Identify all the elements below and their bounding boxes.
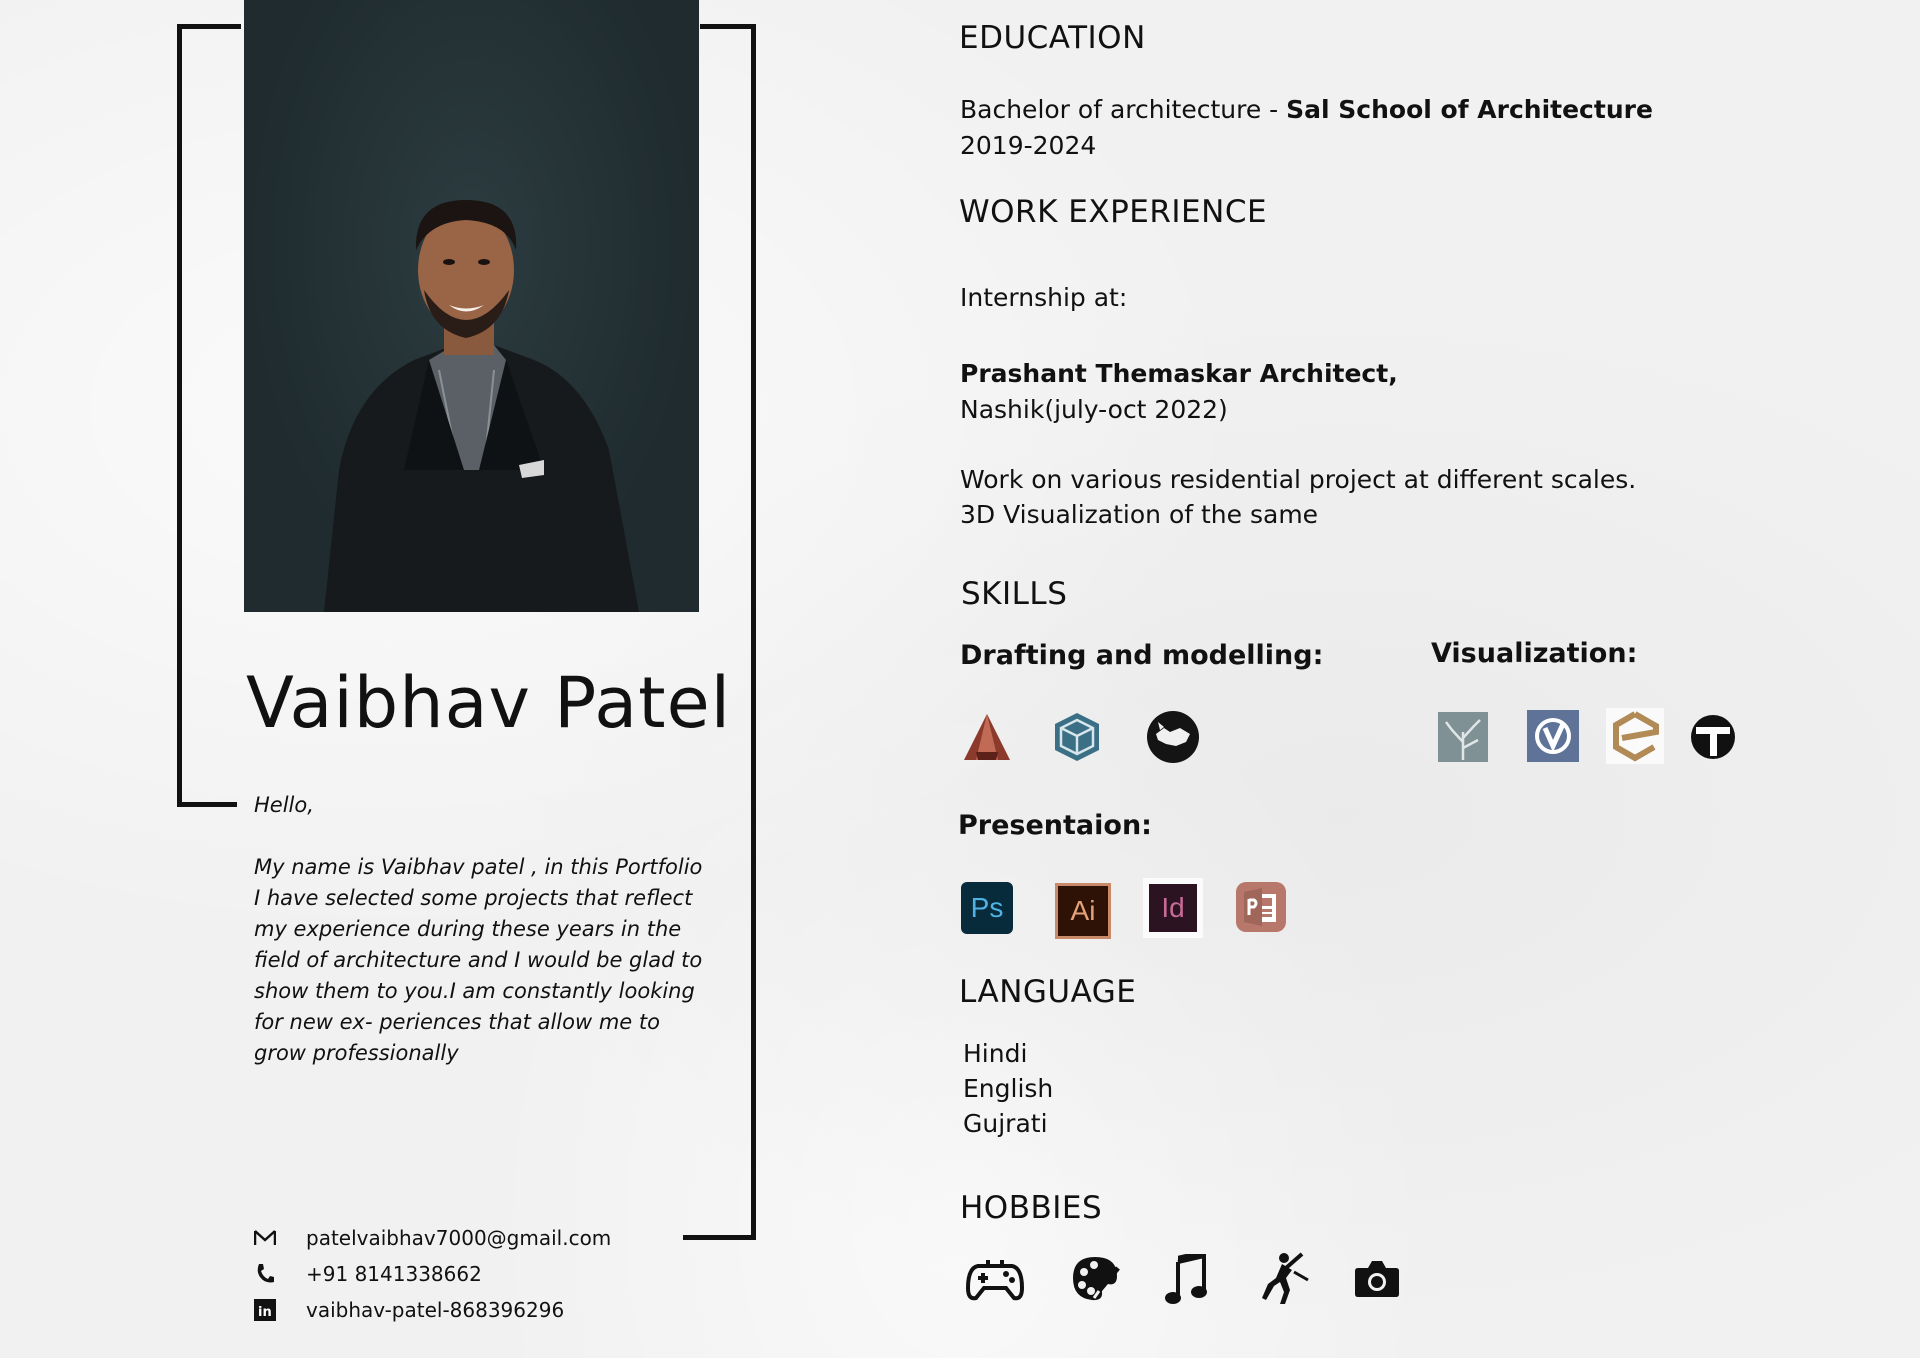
work-desc-1: Work on various residential project at different scales. xyxy=(960,465,1637,494)
work-heading: WORK EXPERIENCE xyxy=(959,194,1268,230)
frame-left-top xyxy=(177,24,241,29)
language-item: English xyxy=(963,1074,1054,1103)
work-location: Nashik(july-oct 2022) xyxy=(960,395,1228,424)
painting-palette-icon xyxy=(1070,1254,1120,1304)
vray-icon xyxy=(1527,710,1579,762)
contact-email xyxy=(254,1226,611,1250)
mail-icon xyxy=(254,1227,276,1249)
education-heading: EDUCATION xyxy=(959,20,1146,56)
greeting: Hello, xyxy=(254,793,314,817)
frame-right-top xyxy=(700,24,756,29)
visualization-label: Visualization: xyxy=(1431,638,1638,669)
bio-text: My name is Vaibhav patel , in this Portfolio I have selected some projects that reflect my experience during these years in the field of architecture and I would be glad to show them to you.I am constantly looking for new ex- periences that allow me to grow professionally xyxy=(254,855,703,1065)
profile-intro xyxy=(254,790,714,1069)
language-heading: LANGUAGE xyxy=(959,974,1137,1010)
linkedin-icon xyxy=(254,1299,276,1321)
work-desc-2: 3D Visualization of the same xyxy=(960,500,1319,529)
presentation-label: Presentaion: xyxy=(958,810,1152,841)
svg-text:in: in xyxy=(258,1305,272,1320)
degree-name: Bachelor of architecture - xyxy=(960,95,1287,124)
frame-left-bottom xyxy=(177,802,237,807)
school-name: Sal School of Architecture xyxy=(1286,95,1653,124)
education-degree xyxy=(960,92,1653,127)
frame-right-bottom xyxy=(683,1235,756,1240)
sketchup-icon xyxy=(1050,710,1104,764)
work-company: Prashant Themaskar Architect, xyxy=(960,359,1398,388)
enscape-icon xyxy=(1606,708,1664,764)
indesign-icon-frame xyxy=(1143,878,1203,938)
illustrator-icon: Ai xyxy=(1055,883,1111,939)
phone-icon xyxy=(254,1263,276,1285)
contact-phone xyxy=(254,1262,482,1286)
contact-linkedin xyxy=(254,1298,564,1322)
gamepad-icon xyxy=(966,1256,1024,1302)
frame-left-side xyxy=(177,24,182,807)
cricket-icon xyxy=(1254,1250,1310,1306)
frame-right-side xyxy=(751,24,756,1240)
powerpoint-icon xyxy=(1236,882,1286,932)
profile-photo xyxy=(244,0,699,612)
hobbies-heading: HOBBIES xyxy=(960,1190,1103,1226)
phone-number[interactable]: +91 8141338662 xyxy=(306,1262,482,1286)
lumion-icon xyxy=(1438,712,1488,762)
work-intro: Internship at: xyxy=(960,283,1128,312)
camera-icon xyxy=(1354,1258,1400,1298)
profile-name: Vaibhav Patel xyxy=(246,662,732,744)
indesign-icon: Id xyxy=(1149,884,1197,932)
music-note-icon xyxy=(1164,1254,1208,1304)
drafting-label: Drafting and modelling: xyxy=(960,640,1324,671)
education-years: 2019-2024 xyxy=(960,131,1097,160)
skills-heading: SKILLS xyxy=(961,576,1068,612)
language-item: Gujrati xyxy=(963,1109,1048,1138)
linkedin-handle[interactable]: vaibhav-patel-868396296 xyxy=(306,1298,565,1322)
photoshop-icon: Ps xyxy=(961,882,1013,934)
rhino-icon xyxy=(1146,710,1200,764)
language-item: Hindi xyxy=(963,1039,1028,1068)
email-link[interactable]: patelvaibhav7000@gmail.com xyxy=(306,1226,612,1250)
twinmotion-icon xyxy=(1690,714,1736,760)
autocad-icon xyxy=(960,710,1014,764)
